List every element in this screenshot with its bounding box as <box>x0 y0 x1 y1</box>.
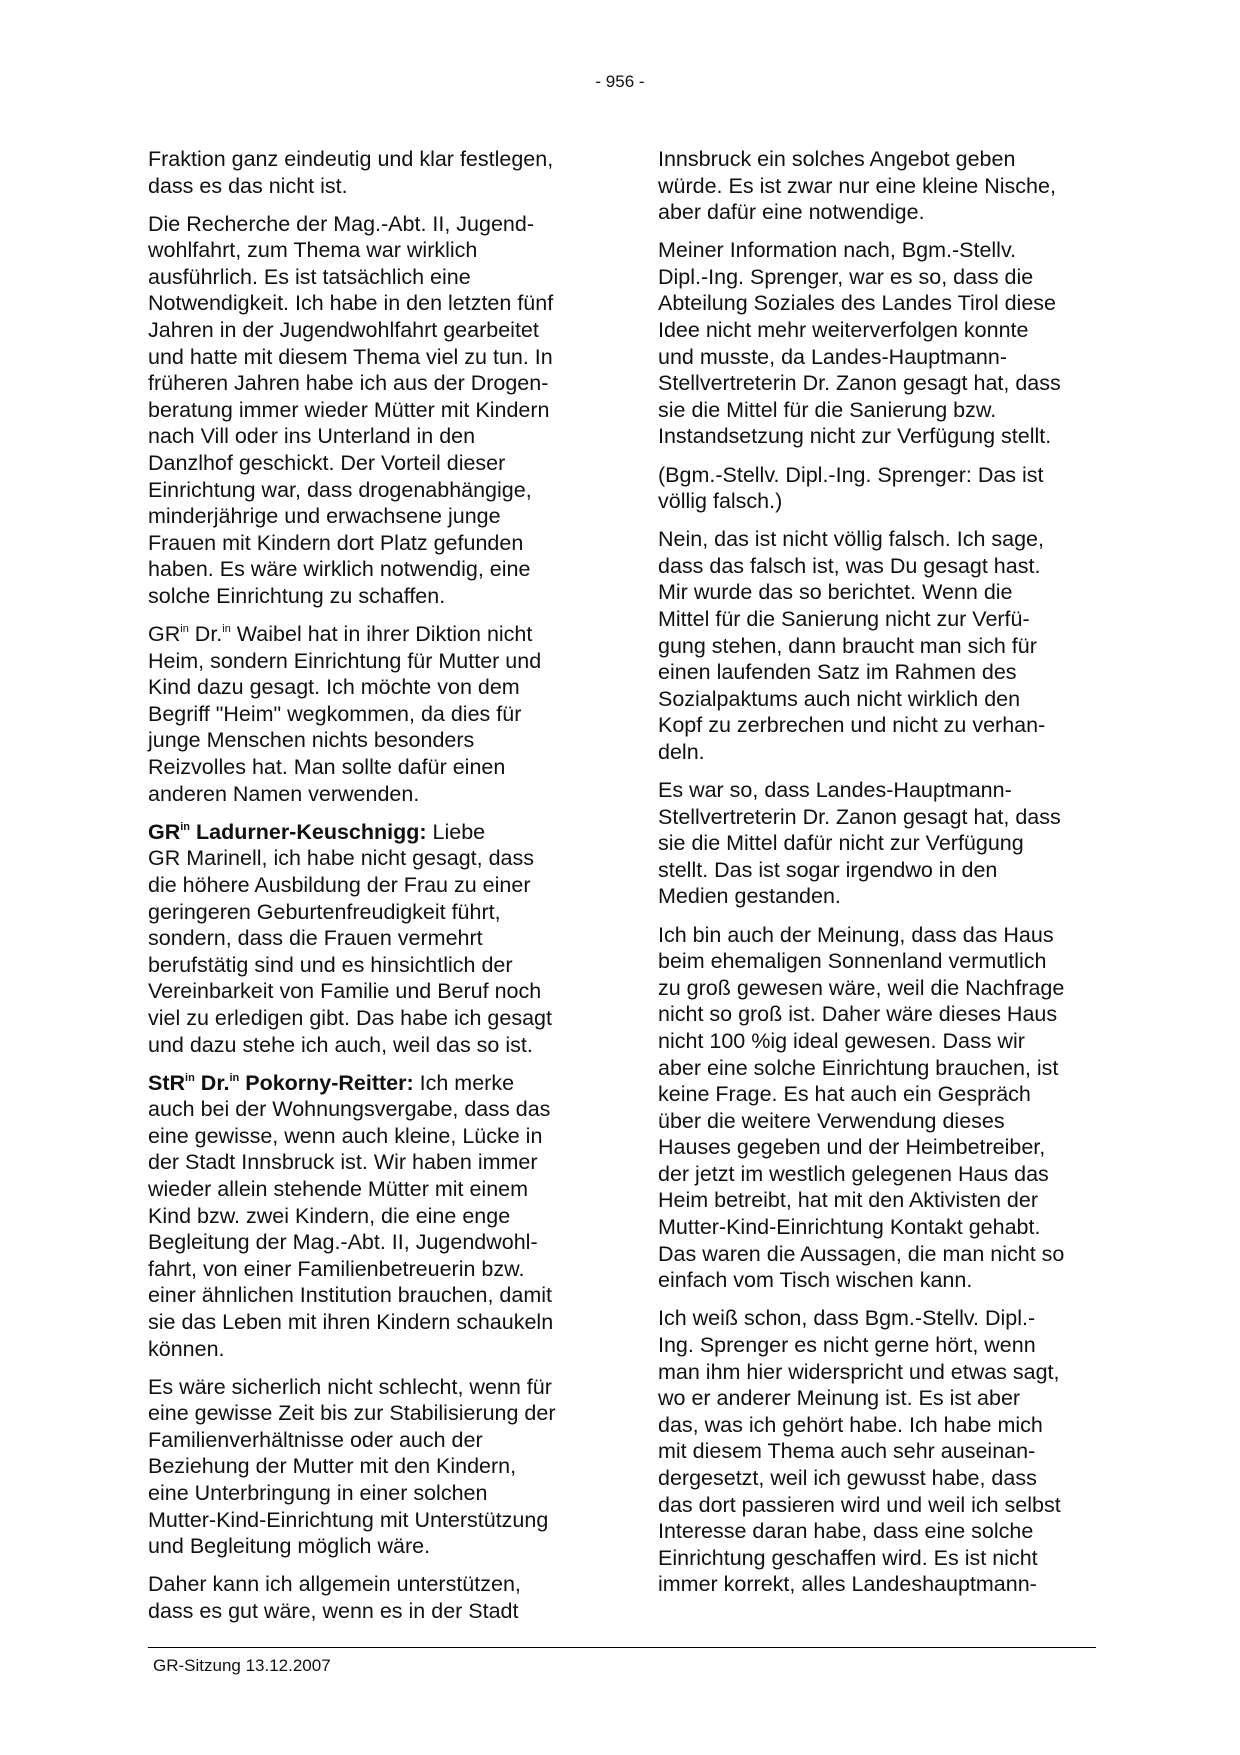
paragraph: Nein, das ist nicht völlig falsch. Ich sage, dass das falsch ist, was Du gesagt hast. Mir wurde das so berichtet. Wenn die Mittel für die Sanierung nicht zur Verfü- gung stehen, dann braucht man sich für einen laufenden Satz im Rahmen des Sozialpaktums auch nicht wirklich den Kopf zu zerbrechen und nicht zu verhan- deln. <box>658 527 1046 764</box>
paragraph: Innsbruck ein solches Angebot geben würde. Es ist zwar nur eine kleine Nische, aber dafür eine notwendige. <box>658 147 1056 225</box>
speech-pokorny-reitter <box>148 1070 588 1363</box>
footer-divider <box>148 1647 1096 1648</box>
speaker-name <box>148 1071 414 1095</box>
paragraph: Ich weiß schon, dass Bgm.-Stellv. Dipl.- Ing. Sprenger es nicht gerne hört, wenn man ihm hier widerspricht und etwas sagt, wo er anderer Meinung ist. Es ist aber das, was ich gehört habe. Ich habe mich mit diesem Thema auch sehr auseinan- dergesetzt, weil ich gewusst habe, dass das dort passieren wird und weil ich selbst Interesse daran habe, dass eine solche Einrichtung geschaffen wird. Es ist nicht immer korrekt, alles Landeshauptmann- <box>658 1306 1061 1597</box>
paragraph-waibel <box>148 621 588 807</box>
superscript: in <box>222 623 231 636</box>
paragraph: Die Recherche der Mag.-Abt. II, Jugend- wohlfahrt, zum Thema war wirklich ausführlich. Es ist tatsächlich eine Notwendigkeit. Ich habe in den letzten fünf Jahren in der Jugendwohlfahrt gearbeitet und hatte mit diesem Thema viel zu tun. In früheren Jahren habe ich aus der Drogen- beratung immer wieder Mütter mit Kindern nach Vill oder ins Unterland in den Danzlhof geschickt. Der Vorteil dieser Einrichtung war, dass drogenabhängige, minderjährige und erwachsene junge Frauen mit Kindern dort Platz gefunden haben. Es wäre wirklich notwendig, eine solche Einrichtung zu schaffen. <box>148 211 554 608</box>
title-dr: Dr. <box>188 622 223 647</box>
page-number: - 956 - <box>595 72 645 91</box>
speaker-name <box>148 820 427 844</box>
title-gr: GR <box>148 819 181 844</box>
speech-ladurner-keuschnigg <box>148 819 588 1058</box>
title-dr: Dr. <box>194 1070 230 1095</box>
paragraph: Es war so, dass Landes-Hauptmann- Stellvertreterin Dr. Zanon gesagt hat, dass sie die Mittel dafür nicht zur Verfügung stellt. Das ist sogar irgendwo in den Medien gestanden. <box>658 778 1061 909</box>
paragraph: Ich bin auch der Meinung, dass das Haus beim ehemaligen Sonnenland vermutlich zu groß gewesen wäre, weil die Nachfrage nicht so groß ist. Daher wäre dieses Haus nicht 100 %ig ideal gewesen. Dass wir aber eine solche Einrichtung brauchen, ist keine Frage. Es hat auch ein Gespräch über die weitere Verwendung dieses Hauses gegeben und der Heimbetreiber, der jetzt im westlich gelegenen Haus das Heim betreibt, hat mit den Aktivisten der Mutter-Kind-Einrichtung Kontakt gehabt. Das waren die Aussagen, die man nicht so einfach vom Tisch wischen kann. <box>658 922 1065 1293</box>
superscript: in <box>185 1071 195 1084</box>
right-column <box>658 146 1098 1609</box>
superscript: in <box>180 820 191 833</box>
superscript: in <box>229 1071 240 1084</box>
paragraph: Fraktion ganz eindeutig und klar festlegen, dass es das nicht ist. <box>148 147 554 198</box>
speaker-surname: Pokorny-Reitter: <box>239 1070 414 1095</box>
speech-text: Ich merke auch bei der Wohnungsvergabe, dass das eine gewisse, wenn auch kleine, Lücke in der Stadt Innsbruck ist. Wir haben immer wieder allein stehende Mütter mit einem Kind bzw. zwei Kindern, die eine enge Begleitung der Mag.-Abt. II, Jugendwohl- fahrt, von einer Familienbetreuerin bzw. einer ähnlichen Institution brauchen, damit sie das Leben mit ihren Kindern schaukeln können. <box>148 1070 554 1361</box>
left-column <box>148 146 588 1636</box>
speech-text: Liebe GR Marinell, ich habe nicht gesagt, dass die höhere Ausbildung der Frau zu einer geringeren Geburtenfreudigkeit führt, sondern, dass die Frauen vermehrt berufstätig sind und es hinsichtlich der Vereinbarkeit von Familie und Beruf noch viel zu erledigen gibt. Das habe ich gesagt und dazu stehe ich auch, weil das so ist. <box>148 819 552 1057</box>
paragraph: Meiner Information nach, Bgm.-Stellv. Dipl.-Ing. Sprenger, war es so, dass die Abteilung Soziales des Landes Tirol diese Idee nicht mehr weiterverfolgen konnte und musste, da Landes-Hauptmann- Stellvertreterin Dr. Zanon gesagt hat, dass sie die Mittel für die Sanierung bzw. Instandsetzung nicht zur Verfügung stellt. <box>658 238 1061 449</box>
superscript: in <box>180 623 189 636</box>
interjection: (Bgm.-Stellv. Dipl.-Ing. Sprenger: Das ist völlig falsch.) <box>658 462 1044 514</box>
footer-session-date: GR-Sitzung 13.12.2007 <box>153 1656 331 1675</box>
paragraph: Es wäre sicherlich nicht schlecht, wenn für eine gewisse Zeit bis zur Stabilisierung der Familienverhältnisse oder auch der Beziehung der Mutter mit den Kindern, eine Unterbringung in einer solchen Mutter-Kind-Einrichtung mit Unterstützung und Begleitung möglich wäre. <box>148 1374 556 1559</box>
speaker-surname: Ladurner-Keuschnigg: <box>190 819 427 844</box>
paragraph: Daher kann ich allgemein unterstützen, dass es gut wäre, wenn es in der Stadt <box>148 1572 521 1623</box>
title-gr: GR <box>148 622 181 647</box>
paragraph-text: Waibel hat in ihrer Diktion nicht Heim, sondern Einrichtung für Mutter und Kind dazu gesagt. Ich möchte von dem Begriff "Heim" wegkommen, da dies für junge Menschen nichts besonders Reizvolles hat. Man sollte dafür einen anderen Namen verwenden. <box>148 622 542 806</box>
title-str: StR <box>148 1070 186 1095</box>
